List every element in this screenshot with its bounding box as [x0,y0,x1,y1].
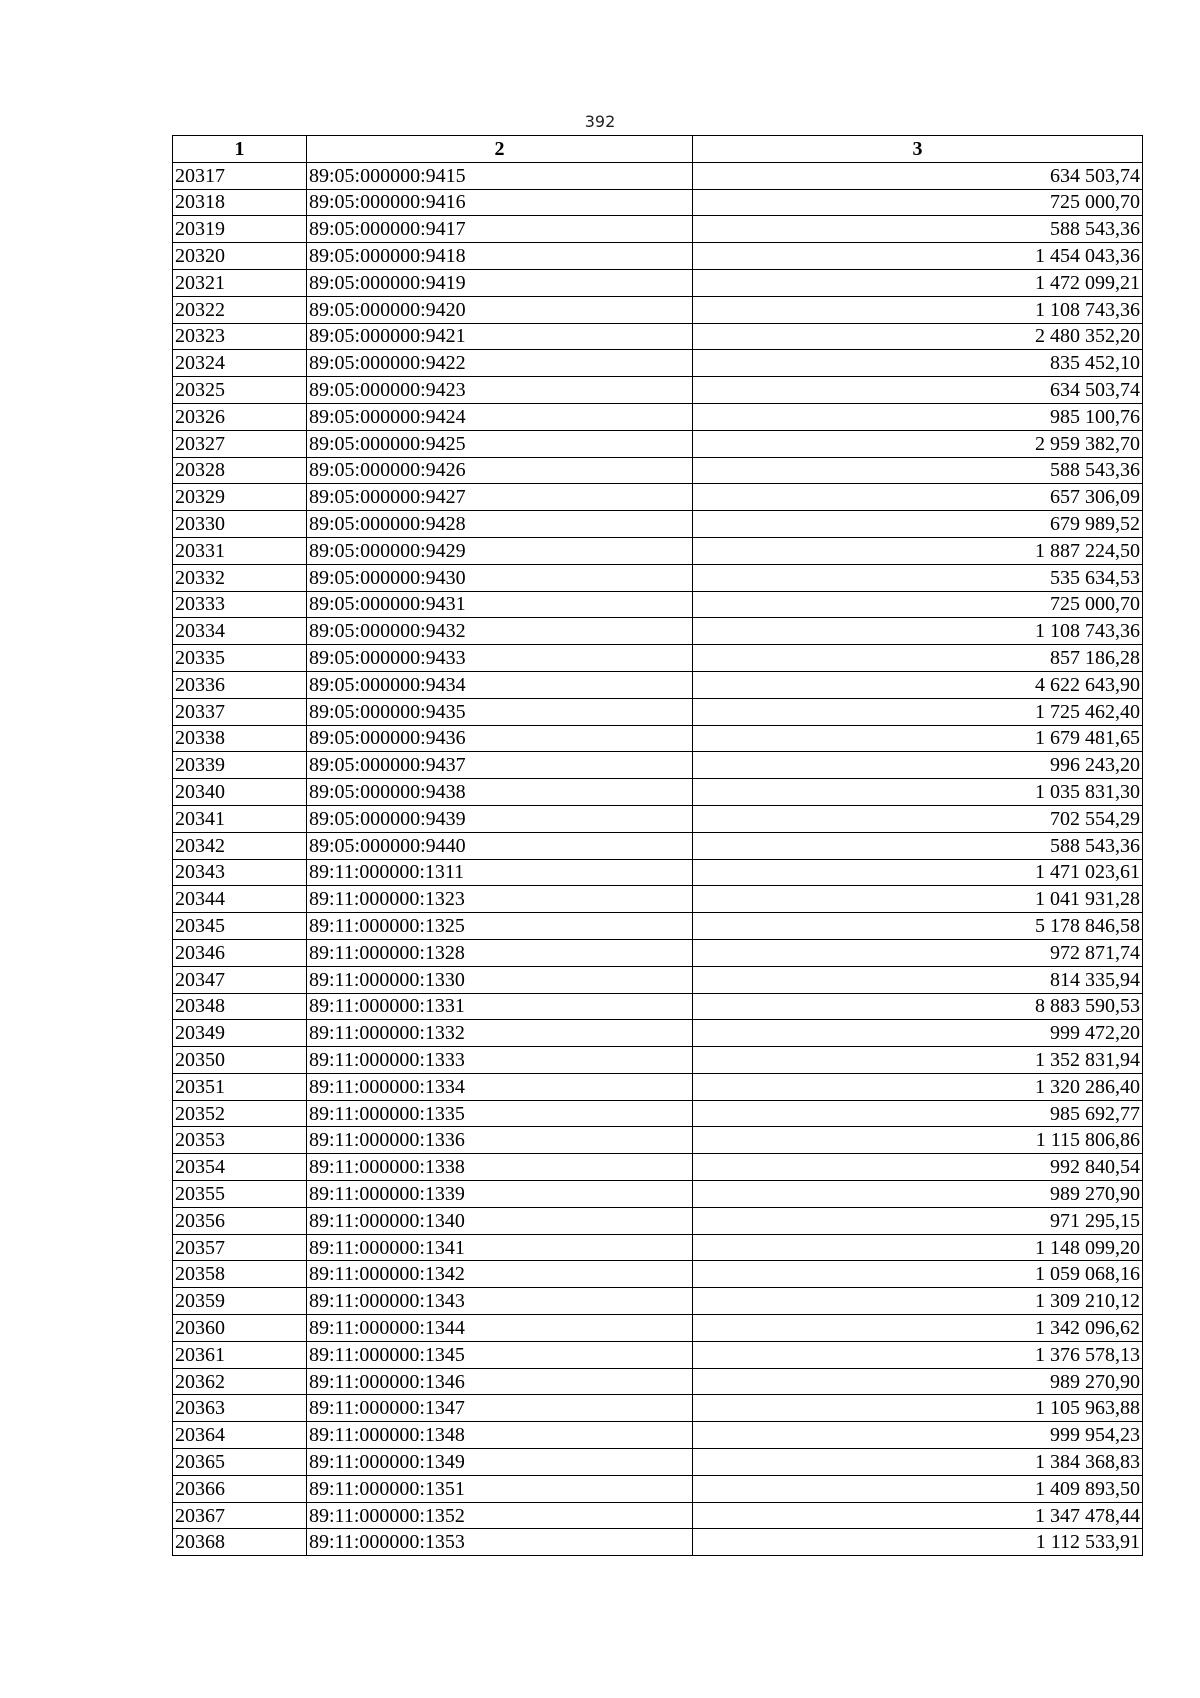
row-number-cell: 20363 [173,1395,307,1422]
row-number-cell: 20361 [173,1341,307,1368]
table-row [173,1395,1143,1422]
row-number-cell: 20323 [173,323,307,350]
cadastral-number-cell: 89:05:000000:9421 [307,323,693,350]
cadastral-number-cell: 89:11:000000:1341 [307,1234,693,1261]
table-row [173,1154,1143,1181]
cadastral-number-cell: 89:05:000000:9423 [307,377,693,404]
row-number-cell: 20325 [173,377,307,404]
row-number-cell: 20329 [173,484,307,511]
cadastral-number-cell: 89:05:000000:9432 [307,618,693,645]
row-number-cell: 20341 [173,805,307,832]
row-number-cell: 20366 [173,1475,307,1502]
row-number-cell: 20353 [173,1127,307,1154]
cadastral-number-cell: 89:11:000000:1342 [307,1261,693,1288]
value-cell: 1 148 099,20 [693,1234,1143,1261]
cadastral-number-cell: 89:05:000000:9416 [307,189,693,216]
row-number-cell: 20362 [173,1368,307,1395]
row-number-cell: 20324 [173,350,307,377]
value-cell: 1 472 099,21 [693,269,1143,296]
row-number-cell: 20355 [173,1181,307,1208]
cadastral-number-cell: 89:05:000000:9439 [307,805,693,832]
value-cell: 1 471 023,61 [693,859,1143,886]
row-number-cell: 20333 [173,591,307,618]
row-number-cell: 20332 [173,564,307,591]
table-row [173,162,1143,189]
table-row [173,1073,1143,1100]
row-number-cell: 20367 [173,1502,307,1529]
table-row [173,350,1143,377]
cadastral-number-cell: 89:11:000000:1345 [307,1341,693,1368]
value-cell: 1 679 481,65 [693,725,1143,752]
cadastral-number-cell: 89:11:000000:1336 [307,1127,693,1154]
value-cell: 725 000,70 [693,591,1143,618]
row-number-cell: 20345 [173,913,307,940]
value-cell: 588 543,36 [693,216,1143,243]
table-row [173,993,1143,1020]
table-row [173,1341,1143,1368]
table-row [173,966,1143,993]
cadastral-number-cell: 89:11:000000:1311 [307,859,693,886]
cadastral-number-cell: 89:05:000000:9433 [307,645,693,672]
cadastral-number-cell: 89:11:000000:1352 [307,1502,693,1529]
value-cell: 8 883 590,53 [693,993,1143,1020]
data-table [172,135,1143,1556]
row-number-cell: 20339 [173,752,307,779]
value-cell: 971 295,15 [693,1207,1143,1234]
table-row [173,296,1143,323]
value-cell: 1 347 478,44 [693,1502,1143,1529]
table-row [173,645,1143,672]
value-cell: 1 887 224,50 [693,537,1143,564]
cadastral-number-cell: 89:11:000000:1344 [307,1315,693,1342]
value-cell: 679 989,52 [693,511,1143,538]
table-row [173,1529,1143,1556]
cadastral-number-cell: 89:05:000000:9436 [307,725,693,752]
value-cell: 989 270,90 [693,1181,1143,1208]
value-cell: 1 059 068,16 [693,1261,1143,1288]
row-number-cell: 20352 [173,1100,307,1127]
value-cell: 4 622 643,90 [693,671,1143,698]
row-number-cell: 20359 [173,1288,307,1315]
row-number-cell: 20322 [173,296,307,323]
table-row [173,377,1143,404]
row-number-cell: 20368 [173,1529,307,1556]
value-cell: 1 112 533,91 [693,1529,1143,1556]
value-cell: 857 186,28 [693,645,1143,672]
value-cell: 996 243,20 [693,752,1143,779]
value-cell: 992 840,54 [693,1154,1143,1181]
table-header [173,136,1143,163]
table-row [173,1020,1143,1047]
table-row [173,243,1143,270]
row-number-cell: 20321 [173,269,307,296]
value-cell: 1 384 368,83 [693,1449,1143,1476]
table-row [173,1127,1143,1154]
value-cell: 1 454 043,36 [693,243,1143,270]
cadastral-number-cell: 89:11:000000:1338 [307,1154,693,1181]
row-number-cell: 20344 [173,886,307,913]
value-cell: 1 115 806,86 [693,1127,1143,1154]
row-number-cell: 20320 [173,243,307,270]
row-number-cell: 20349 [173,1020,307,1047]
table-row [173,859,1143,886]
value-cell: 999 472,20 [693,1020,1143,1047]
cadastral-number-cell: 89:11:000000:1335 [307,1100,693,1127]
page-number: 392 [584,112,616,131]
cadastral-number-cell: 89:05:000000:9426 [307,457,693,484]
value-cell: 2 480 352,20 [693,323,1143,350]
table-row [173,269,1143,296]
value-cell: 1 105 963,88 [693,1395,1143,1422]
table-row [173,323,1143,350]
cadastral-number-cell: 89:11:000000:1331 [307,993,693,1020]
value-cell: 989 270,90 [693,1368,1143,1395]
row-number-cell: 20351 [173,1073,307,1100]
table-row [173,537,1143,564]
cadastral-number-cell: 89:05:000000:9429 [307,537,693,564]
value-cell: 725 000,70 [693,189,1143,216]
table-row [173,1368,1143,1395]
cadastral-number-cell: 89:05:000000:9417 [307,216,693,243]
value-cell: 814 335,94 [693,966,1143,993]
row-number-cell: 20337 [173,698,307,725]
table-row [173,189,1143,216]
row-number-cell: 20319 [173,216,307,243]
value-cell: 1 352 831,94 [693,1047,1143,1074]
value-cell: 657 306,09 [693,484,1143,511]
row-number-cell: 20347 [173,966,307,993]
cadastral-number-cell: 89:05:000000:9422 [307,350,693,377]
row-number-cell: 20343 [173,859,307,886]
table-row [173,1100,1143,1127]
table-row [173,1261,1143,1288]
row-number-cell: 20346 [173,939,307,966]
table-row [173,591,1143,618]
value-cell: 5 178 846,58 [693,913,1143,940]
table-row [173,403,1143,430]
row-number-cell: 20360 [173,1315,307,1342]
cadastral-number-cell: 89:11:000000:1346 [307,1368,693,1395]
table-row [173,564,1143,591]
value-cell: 1 320 286,40 [693,1073,1143,1100]
value-cell: 1 725 462,40 [693,698,1143,725]
row-number-cell: 20334 [173,618,307,645]
table-row [173,913,1143,940]
value-cell: 1 309 210,12 [693,1288,1143,1315]
cadastral-number-cell: 89:11:000000:1343 [307,1288,693,1315]
table-row [173,939,1143,966]
row-number-cell: 20318 [173,189,307,216]
row-number-cell: 20350 [173,1047,307,1074]
cadastral-number-cell: 89:05:000000:9437 [307,752,693,779]
cadastral-number-cell: 89:11:000000:1348 [307,1422,693,1449]
cadastral-number-cell: 89:11:000000:1349 [307,1449,693,1476]
row-number-cell: 20317 [173,162,307,189]
value-cell: 985 692,77 [693,1100,1143,1127]
cadastral-number-cell: 89:05:000000:9430 [307,564,693,591]
table-row [173,671,1143,698]
value-cell: 1 041 931,28 [693,886,1143,913]
table-row [173,216,1143,243]
table-row [173,832,1143,859]
row-number-cell: 20356 [173,1207,307,1234]
value-cell: 972 871,74 [693,939,1143,966]
table-row [173,805,1143,832]
table-row [173,1181,1143,1208]
column-header-1: 1 [173,136,307,163]
cadastral-number-cell: 89:11:000000:1333 [307,1047,693,1074]
column-header-2: 2 [307,136,693,163]
cadastral-number-cell: 89:11:000000:1339 [307,1181,693,1208]
cadastral-number-cell: 89:11:000000:1353 [307,1529,693,1556]
table-body [173,162,1143,1555]
value-cell: 634 503,74 [693,162,1143,189]
value-cell: 985 100,76 [693,403,1143,430]
cadastral-number-cell: 89:05:000000:9431 [307,591,693,618]
table-row [173,430,1143,457]
row-number-cell: 20348 [173,993,307,1020]
cadastral-number-cell: 89:05:000000:9438 [307,779,693,806]
cadastral-number-cell: 89:05:000000:9418 [307,243,693,270]
row-number-cell: 20365 [173,1449,307,1476]
table-row [173,1288,1143,1315]
cadastral-number-cell: 89:05:000000:9435 [307,698,693,725]
row-number-cell: 20358 [173,1261,307,1288]
value-cell: 535 634,53 [693,564,1143,591]
table-row [173,1047,1143,1074]
cadastral-number-cell: 89:05:000000:9419 [307,269,693,296]
cadastral-number-cell: 89:11:000000:1332 [307,1020,693,1047]
cadastral-number-cell: 89:11:000000:1328 [307,939,693,966]
row-number-cell: 20331 [173,537,307,564]
row-number-cell: 20357 [173,1234,307,1261]
column-header-3: 3 [693,136,1143,163]
table-row [173,752,1143,779]
table-row [173,457,1143,484]
table-row [173,1422,1143,1449]
cadastral-number-cell: 89:11:000000:1351 [307,1475,693,1502]
cadastral-number-cell: 89:11:000000:1347 [307,1395,693,1422]
row-number-cell: 20326 [173,403,307,430]
table-row [173,886,1143,913]
row-number-cell: 20338 [173,725,307,752]
table-row [173,484,1143,511]
value-cell: 1 342 096,62 [693,1315,1143,1342]
value-cell: 1 108 743,36 [693,618,1143,645]
value-cell: 1 376 578,13 [693,1341,1143,1368]
value-cell: 702 554,29 [693,805,1143,832]
cadastral-number-cell: 89:05:000000:9427 [307,484,693,511]
header-row [173,136,1143,163]
row-number-cell: 20330 [173,511,307,538]
row-number-cell: 20335 [173,645,307,672]
table-row [173,1207,1143,1234]
cadastral-number-cell: 89:05:000000:9424 [307,403,693,430]
value-cell: 835 452,10 [693,350,1143,377]
cadastral-number-cell: 89:11:000000:1323 [307,886,693,913]
row-number-cell: 20327 [173,430,307,457]
row-number-cell: 20354 [173,1154,307,1181]
cadastral-number-cell: 89:11:000000:1334 [307,1073,693,1100]
table-row [173,698,1143,725]
value-cell: 1 035 831,30 [693,779,1143,806]
table-row [173,725,1143,752]
table-row [173,1449,1143,1476]
row-number-cell: 20364 [173,1422,307,1449]
value-cell: 1 409 893,50 [693,1475,1143,1502]
row-number-cell: 20342 [173,832,307,859]
cadastral-number-cell: 89:11:000000:1325 [307,913,693,940]
value-cell: 634 503,74 [693,377,1143,404]
cadastral-number-cell: 89:05:000000:9420 [307,296,693,323]
value-cell: 588 543,36 [693,832,1143,859]
value-cell: 1 108 743,36 [693,296,1143,323]
cadastral-number-cell: 89:05:000000:9425 [307,430,693,457]
row-number-cell: 20336 [173,671,307,698]
value-cell: 2 959 382,70 [693,430,1143,457]
table-row [173,1475,1143,1502]
value-cell: 588 543,36 [693,457,1143,484]
cadastral-number-cell: 89:05:000000:9440 [307,832,693,859]
table-row [173,1234,1143,1261]
row-number-cell: 20340 [173,779,307,806]
table-row [173,1315,1143,1342]
cadastral-number-cell: 89:11:000000:1340 [307,1207,693,1234]
table-row [173,779,1143,806]
cadastral-number-cell: 89:05:000000:9428 [307,511,693,538]
row-number-cell: 20328 [173,457,307,484]
table-row [173,1502,1143,1529]
table-row [173,618,1143,645]
value-cell: 999 954,23 [693,1422,1143,1449]
cadastral-number-cell: 89:05:000000:9434 [307,671,693,698]
cadastral-number-cell: 89:05:000000:9415 [307,162,693,189]
table-row [173,511,1143,538]
cadastral-number-cell: 89:11:000000:1330 [307,966,693,993]
